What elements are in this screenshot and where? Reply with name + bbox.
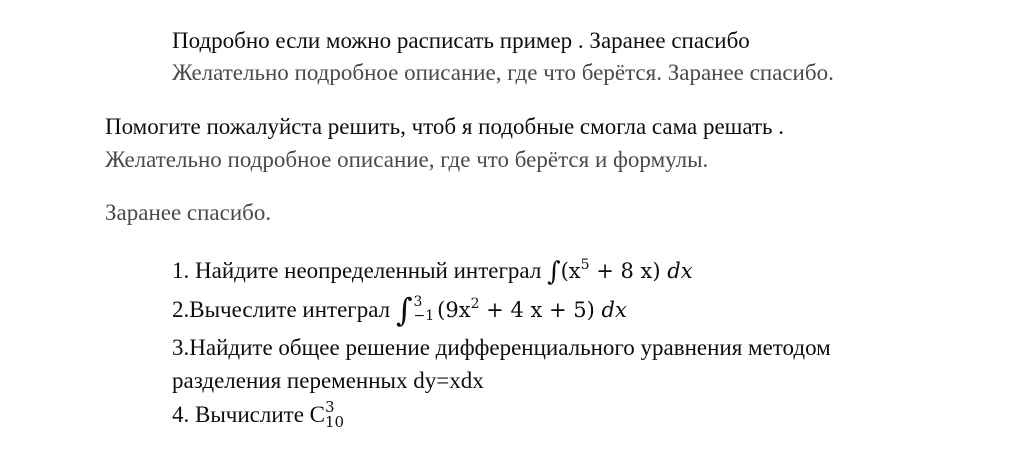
task-3-line-2: разделения переменных dy=xdx xyxy=(172,368,484,393)
integral-symbol: ∫ xyxy=(547,257,561,287)
task-4-text: 4. Вычислите C xyxy=(172,402,326,427)
integral-limits: 3 −1 xyxy=(413,293,435,324)
intro-line-1: Подробно если можно расписать пример . Заранее спасибо xyxy=(172,28,750,53)
thanks-line: Заранее спасибо. xyxy=(105,200,272,225)
task-1-text: 1. Найдите неопределенный интеграл xyxy=(172,258,542,283)
combination-indices: 3 10 xyxy=(325,397,345,431)
request-line-1: Помогите пожалуйста решить, чтоб я подобные смогла сама решать . xyxy=(105,114,785,139)
intro-line-2: Желательно подробное описание, где что берётся. Заранее спасибо. xyxy=(172,60,834,85)
task-2 xyxy=(172,290,627,329)
definite-integral-symbol: ∫ xyxy=(395,291,413,329)
task-3-line-1: 3.Найдите общее решение дифференциального уравнения методом xyxy=(172,335,831,360)
task-2-expression: ($9x^2 + 4$ x + 5) dx xyxy=(437,296,627,322)
task-1 xyxy=(172,251,693,285)
task-1-expression: ($x^5 + 8$ x) dx xyxy=(560,257,693,283)
request-line-2: Желательно подробное описание, где что берётся и формулы. xyxy=(105,147,709,172)
task-4 xyxy=(172,397,345,432)
task-2-text: 2.Вычеслите интеграл xyxy=(172,297,391,322)
